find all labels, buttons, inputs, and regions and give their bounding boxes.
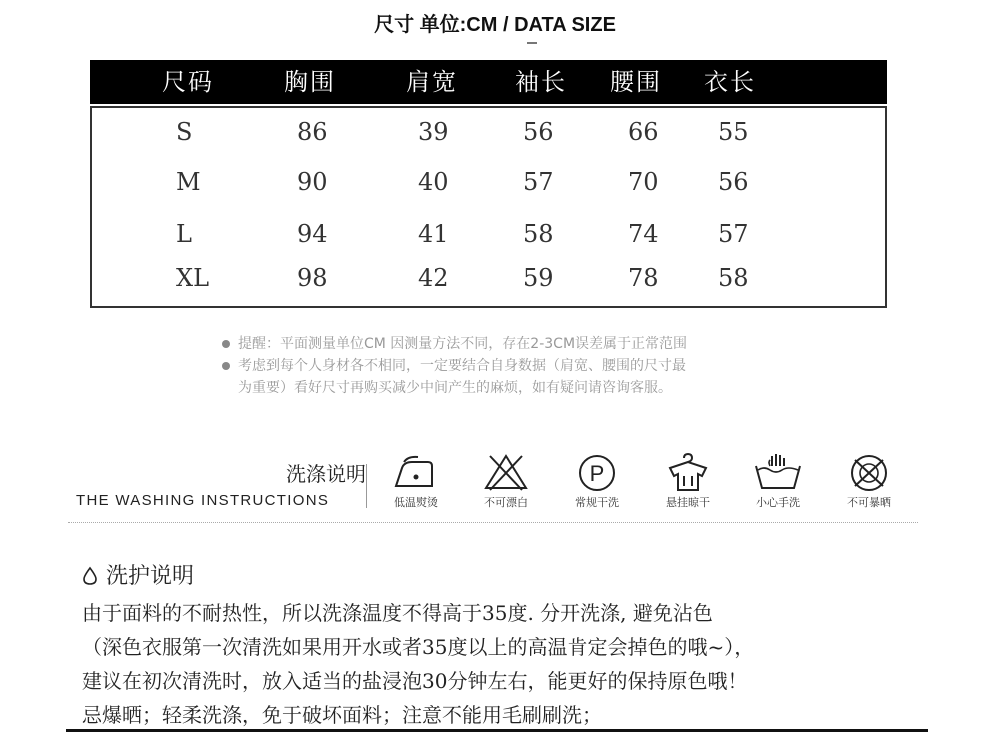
table-body xyxy=(90,106,887,308)
table-cell: 59 xyxy=(523,264,554,292)
title-underline xyxy=(527,42,537,44)
note-item xyxy=(222,355,687,377)
table-cell: 78 xyxy=(628,264,659,292)
bullet-icon xyxy=(222,340,230,348)
table-cell: 41 xyxy=(418,220,449,248)
table-row xyxy=(92,118,885,158)
washing-divider xyxy=(366,464,367,508)
table-row xyxy=(92,220,885,260)
note-item xyxy=(222,333,687,355)
bullet-icon xyxy=(222,362,230,370)
no-sun-dry-icon xyxy=(841,452,897,492)
care-line: （深色衣服第一次清洗如果用开水或者35度以上的高温肯定会掉色的哦~）， xyxy=(82,635,755,659)
hang-dry-icon xyxy=(660,452,716,492)
table-cell: 40 xyxy=(418,168,449,196)
table-cell: 56 xyxy=(523,118,554,146)
note-item xyxy=(222,377,687,399)
note-text: 提醒：平面测量单位CM 因测量方法不同，存在2-3CM误差属于正常范围 xyxy=(238,336,688,352)
table-cell: M xyxy=(176,168,201,196)
svg-text:P: P xyxy=(589,461,605,486)
table-header xyxy=(90,60,887,104)
washing-heading xyxy=(76,458,366,514)
table-cell: 86 xyxy=(297,118,328,146)
wash-icon-label: 小心手洗 xyxy=(756,496,800,509)
wash-icon-label: 不可漂白 xyxy=(484,496,528,509)
table-row xyxy=(92,168,885,208)
care-line: 建议在初次清洗时，放入适当的盐浸泡30分钟左右，能更好的保持原色哦！ xyxy=(82,669,748,693)
header-shoulder: 肩宽 xyxy=(406,68,458,96)
wash-icon-item xyxy=(738,452,818,510)
care-line: 忌爆晒；轻柔洗涤，免于破坏面料；注意不能用毛刷刷洗； xyxy=(82,703,602,727)
section-divider xyxy=(68,522,918,523)
wash-icon-label: 常规干洗 xyxy=(575,496,619,509)
table-cell: 42 xyxy=(418,264,449,292)
wash-icon-item xyxy=(557,452,637,510)
wash-icon-label: 低温熨烫 xyxy=(394,496,438,509)
water-drop-icon xyxy=(82,566,98,586)
header-waist: 腰围 xyxy=(610,68,662,96)
bottom-border xyxy=(66,729,928,732)
care-instructions xyxy=(82,596,922,732)
note-text: 为重要）看好尺寸再购买减少中间产生的麻烦，如有疑问请咨询客服。 xyxy=(238,380,672,396)
table-cell: 70 xyxy=(628,168,659,196)
table-cell: 58 xyxy=(718,264,749,292)
table-cell: 57 xyxy=(523,168,554,196)
size-notes xyxy=(222,333,687,399)
header-length: 衣长 xyxy=(704,68,756,96)
table-cell: 66 xyxy=(628,118,659,146)
table-cell: XL xyxy=(176,264,210,292)
table-cell: 57 xyxy=(718,220,749,248)
low-temp-iron-icon xyxy=(388,452,444,492)
wash-icon-item xyxy=(829,452,909,510)
wash-icon-item xyxy=(376,452,456,510)
wash-icon-item xyxy=(648,452,728,510)
table-cell: 55 xyxy=(718,118,749,146)
wash-icon-item xyxy=(466,452,546,510)
care-title xyxy=(82,559,194,590)
washing-title-en: THE WASHING INSTRUCTIONS xyxy=(76,492,330,509)
hand-wash-icon xyxy=(750,452,806,492)
table-cell: 90 xyxy=(297,168,328,196)
wash-icon-label: 悬挂晾干 xyxy=(666,496,710,509)
no-bleach-icon xyxy=(478,452,534,492)
table-cell: 98 xyxy=(297,264,328,292)
table-cell: 39 xyxy=(418,118,449,146)
header-chest: 胸围 xyxy=(284,68,336,96)
page-title: 尺寸 单位:CM / DATA SIZE xyxy=(374,14,616,36)
table-cell: S xyxy=(176,118,193,146)
wash-icon-label: 不可暴晒 xyxy=(847,496,891,509)
note-text: 考虑到每个人身材各不相同，一定要结合自身数据（肩宽、腰围的尺寸最 xyxy=(238,358,686,374)
washing-title-cn: 洗涤说明 xyxy=(286,462,366,486)
size-table xyxy=(90,60,887,292)
table-cell: 58 xyxy=(523,220,554,248)
table-cell: 74 xyxy=(628,220,659,248)
header-size: 尺码 xyxy=(162,68,214,96)
table-cell: L xyxy=(176,220,192,248)
table-cell: 94 xyxy=(297,220,328,248)
header-sleeve: 袖长 xyxy=(515,68,567,96)
care-line: 由于面料的不耐热性，所以洗涤温度不得高于35度. 分开洗涤, 避免沾色 xyxy=(82,601,713,625)
table-cell: 56 xyxy=(718,168,749,196)
table-row xyxy=(92,264,885,304)
care-title-text: 洗护说明 xyxy=(106,564,195,589)
dry-clean-p-icon xyxy=(569,452,625,492)
